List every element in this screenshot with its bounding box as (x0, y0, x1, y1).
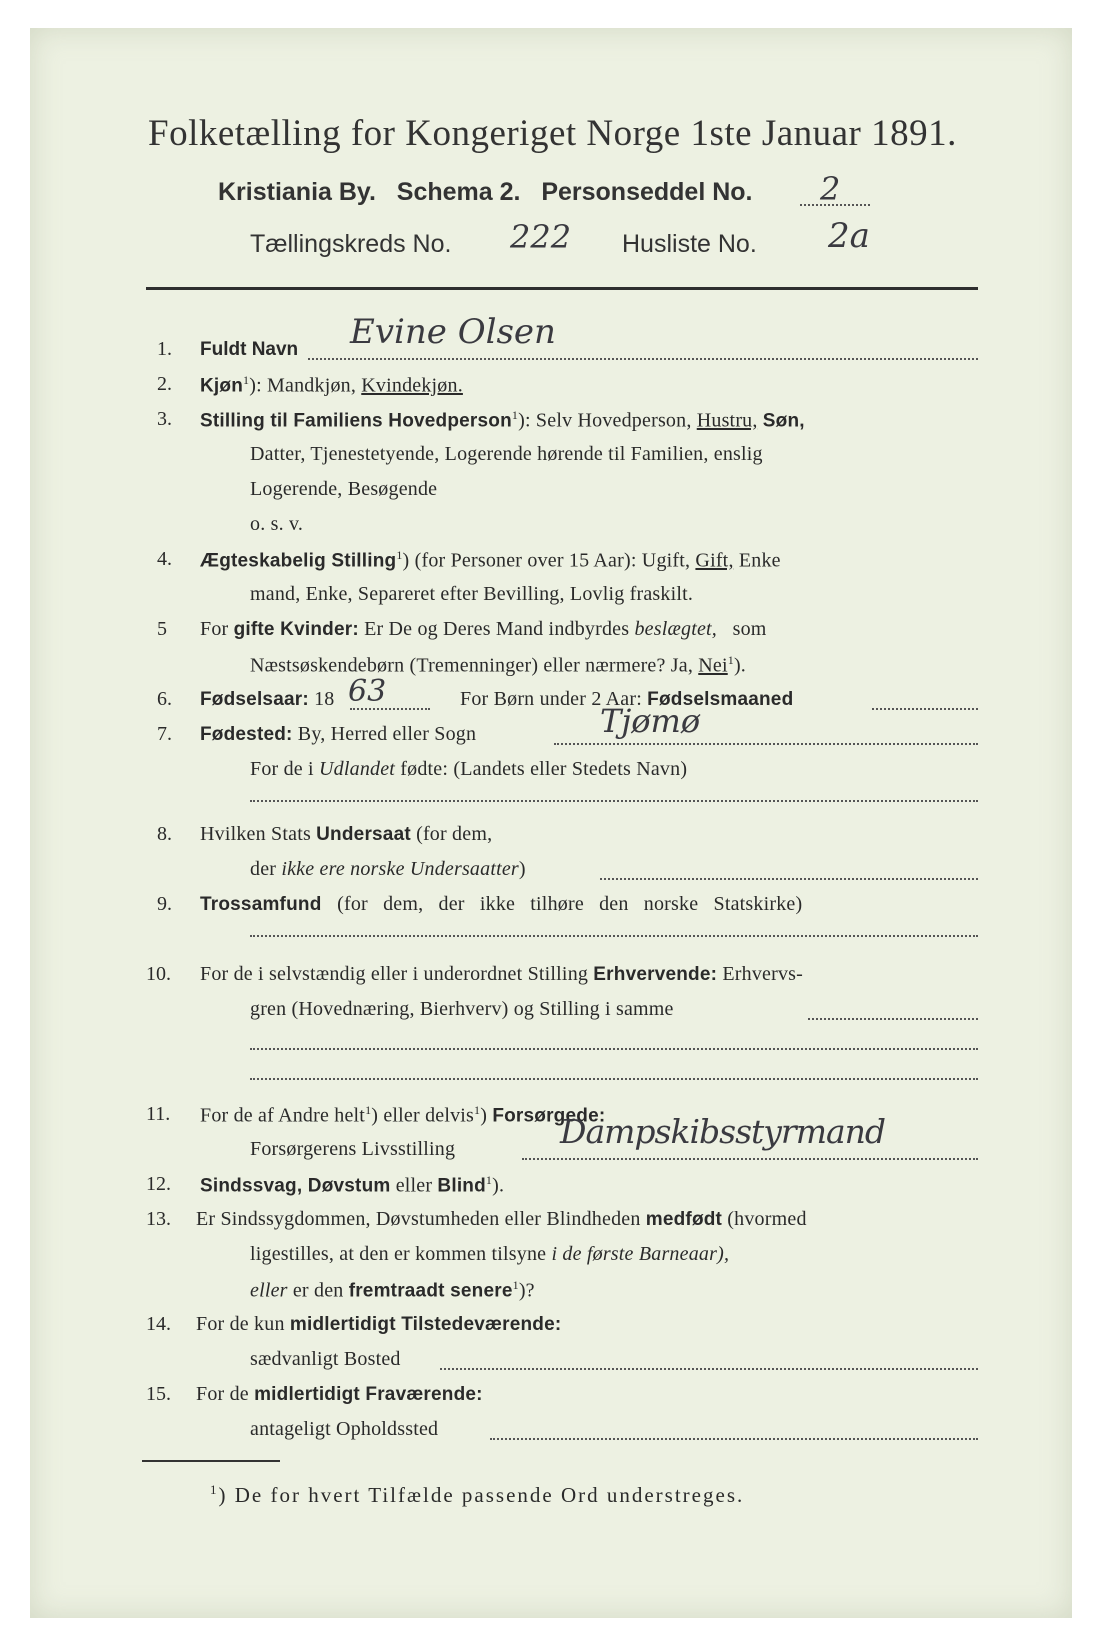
usual-residence-label: sædvanligt Bosted (250, 1348, 401, 1370)
family-position-line: Stilling til Familiens Hovedperson$^1$): Selv Hovedperson, Hustru, Søn, (200, 408, 805, 432)
congenital-b: (hvormed (727, 1208, 807, 1230)
married-women-label: gifte Kvinder: (233, 619, 359, 640)
usual-residence-dotline (440, 1368, 978, 1370)
personseddel-label: Personseddel No. (541, 178, 753, 206)
birthplace-question: By, Herred eller Sogn (297, 723, 477, 745)
citizenship-der: der (250, 858, 277, 880)
citizenship-label: Undersaat (316, 824, 411, 845)
item-number: 10. (146, 963, 171, 985)
item-number: 5 (157, 618, 167, 640)
occupation-line (200, 963, 803, 986)
family-position-label: Stilling til Familiens Hovedperson (200, 410, 512, 432)
birthplace-abroad-line (250, 758, 687, 781)
married-women-selected: Nei (698, 654, 728, 677)
temporary-present-line (196, 1313, 561, 1336)
congenital-l2a: ligestilles, at den er kommen tilsyne (250, 1243, 547, 1265)
congenital-later: fremtraadt senere (348, 1280, 513, 1302)
footnote-rule (142, 1460, 280, 1462)
footnote (210, 1482, 744, 1508)
temporary-present-label: midlertidigt Tilstedeværende: (289, 1314, 562, 1335)
full-name-value: Evine Olsen (350, 312, 556, 352)
occupation-a: For de i selvstændig eller i underordnet Stilling (200, 963, 589, 985)
provider-occupation-value: Dampskibsstyrmand (560, 1112, 886, 1151)
form-subtitle (218, 178, 752, 207)
sex-selected-option: Kvindekjøn. (361, 374, 463, 397)
sex-line (200, 373, 463, 398)
married-women-related: beslægtet, (634, 618, 717, 640)
birth-year-prefix: 18 (314, 688, 335, 710)
husliste-label: Husliste No. (622, 230, 757, 258)
congenital-l3b: er den (292, 1279, 344, 1302)
birthplace-value: Tjømø (600, 702, 701, 740)
full-name-line (308, 358, 978, 360)
family-position-line-2: Datter, Tjenestetyende, Logerende hørende til Familien, enslig (250, 443, 763, 465)
item-number: 6. (157, 688, 172, 710)
footnote-sup: 1 (210, 1482, 219, 1497)
birth-month-question: For Børn under 2 Aar: (460, 688, 642, 710)
congenital-label: medfødt (645, 1209, 723, 1230)
provider-occupation-dotline (522, 1158, 978, 1160)
married-women-line-2: Næstsøskendebørn (Tremenninger) eller nærmere? Ja, Nei$^1$). (250, 653, 746, 677)
citizenship-a: Hvilken Stats (200, 823, 311, 845)
probable-residence-label: antageligt Opholdssted (250, 1418, 439, 1440)
occupation-dotline-2 (250, 1048, 978, 1050)
marital-status-line-2: mand, Enke, Separeret efter Bevilling, Lovlig fraskilt. (250, 583, 694, 605)
taellingskreds-number: 222 (510, 218, 572, 256)
provider-occupation-label: Forsørgerens Livsstilling (250, 1138, 456, 1160)
dependent-label: Forsørgede: (492, 1105, 606, 1127)
citizenship-line (200, 823, 492, 846)
birth-year-value: 63 (348, 674, 387, 709)
family-position-options: ): Selv Hovedperson, (518, 409, 692, 432)
personseddel-dotline (800, 204, 870, 206)
temporary-present-a: For de kun (196, 1313, 285, 1335)
birthplace-abroad-c: fødte: (Landets eller Stedets Navn) (400, 758, 688, 780)
marital-status-line: Ægteskabelig Stilling$^1$) (for Personer over 15 Aar): Ugift, Gift, Enke (200, 548, 781, 572)
married-women-end: ). (733, 654, 746, 677)
birth-year-line (200, 688, 334, 711)
religion-question: (for dem, der ikke tilhøre den norske Statskirke) (337, 893, 803, 915)
census-form-sheet (30, 28, 1072, 1618)
occupation-b: Erhvervs- (722, 963, 804, 985)
family-position-line-4: o. s. v. (250, 513, 304, 535)
birthplace-abroad-a: For de i (250, 758, 314, 780)
form-title: Folketælling for Kongeriget Norge 1ste Januar 1891. (148, 113, 957, 154)
dependent-b: ) eller delvis (371, 1104, 475, 1127)
item-number: 2. (157, 373, 172, 395)
item-number: 14. (146, 1313, 171, 1335)
family-position-line-3: Logerende, Besøgende (250, 478, 438, 500)
congenital-line (196, 1208, 807, 1231)
item-number: 9. (157, 893, 172, 915)
personseddel-number: 2 (820, 170, 841, 208)
taellingskreds-label: Tællingskreds No. (250, 230, 452, 258)
item-number: 3. (157, 408, 172, 430)
item-number: 12. (146, 1173, 171, 1195)
disability-eller: eller (395, 1174, 433, 1197)
probable-residence-dotline (490, 1438, 978, 1440)
item-number: 4. (157, 548, 172, 570)
congenital-line-2 (250, 1243, 729, 1266)
marital-status-enke: Enke (738, 549, 781, 572)
item-number: 13. (146, 1208, 171, 1230)
temporary-absent-label: midlertidigt Fraværende: (254, 1384, 483, 1405)
birth-year-dotline (350, 708, 430, 710)
marital-status-selected: Gift, (695, 549, 734, 572)
religion-line (200, 893, 802, 916)
footnote-mark: 1 (243, 373, 250, 387)
sex-options: ): Mandkjøn, (249, 374, 357, 397)
married-women-for: For (200, 618, 229, 640)
birth-month-dotline (872, 708, 978, 710)
birth-year-label: Fødselsaar: (200, 689, 309, 710)
religion-label: Trossamfund (200, 894, 322, 915)
disability-line: Sindssvag, Døvstum eller Blind$^1$). (200, 1173, 505, 1197)
footnote-text: ) De for hvert Tilfælde passende Ord understreges. (218, 1483, 745, 1507)
marital-status-label: Ægteskabelig Stilling (200, 550, 397, 572)
congenital-a: Er Sindssygdommen, Døvstumheden eller Blindheden (196, 1208, 641, 1230)
citizenship-not-norwegian: ikke ere norske Undersaatter (281, 858, 519, 880)
full-name-label: Fuldt Navn (200, 339, 299, 360)
schema-label: Schema 2. (396, 178, 521, 206)
item-number: 8. (157, 823, 172, 845)
birthplace-abroad-b: Udlandet (319, 758, 396, 780)
city-label: Kristiania By. (218, 178, 376, 206)
congenital-line-3: eller er den fremtraadt senere$^1$)? (250, 1278, 535, 1302)
birthplace-line (200, 723, 476, 746)
dependent-line: For de af Andre helt$^1$) eller delvis$^1$) Forsørgede: (200, 1103, 606, 1127)
item-number: 7. (157, 723, 172, 745)
dependent-a: For de af Andre helt (200, 1104, 366, 1127)
married-women-som: som (732, 618, 767, 640)
family-position-selected: Hustru, (696, 409, 758, 432)
married-women-question: Er De og Deres Mand indbyrdes (364, 618, 630, 640)
occupation-dotline-3 (250, 1078, 978, 1080)
religion-dotline (250, 935, 978, 937)
header-rule (146, 287, 978, 290)
item-number: 15. (146, 1383, 171, 1405)
husliste-number: 2a (828, 216, 870, 256)
family-position-son: Søn, (762, 410, 805, 432)
temporary-absent-a: For de (196, 1383, 249, 1405)
occupation-dotline-1 (808, 1018, 978, 1020)
item-number: 11. (146, 1103, 171, 1125)
birthplace-abroad-dotline (250, 800, 978, 802)
congenital-l2b: i de første Barneaar), (551, 1243, 730, 1265)
citizenship-dotline (600, 878, 978, 880)
congenital-eller: eller (250, 1279, 288, 1302)
marital-status-options: ) (for Personer over 15 Aar): Ugift, (402, 549, 691, 572)
occupation-label: Erhvervende: (593, 964, 718, 985)
citizenship-b: (for dem, (416, 823, 493, 845)
disability-blind: Blind (437, 1175, 486, 1197)
birthplace-label: Fødested: (200, 724, 293, 745)
citizenship-line-2: der ikke ere norske Undersaatter) (250, 858, 526, 880)
temporary-absent-line (196, 1383, 483, 1406)
occupation-line-2: gren (Hovednæring, Bierhverv) og Stilling i samme (250, 998, 674, 1020)
disability-label: Sindssvag, Døvstum (200, 1175, 391, 1197)
married-women-line (200, 618, 767, 641)
married-women-cousins: Næstsøskendebørn (Tremenninger) eller nærmere? Ja, (250, 654, 694, 677)
birthplace-dotline (554, 743, 978, 745)
sex-label: Kjøn (200, 375, 244, 397)
item-number: 1. (157, 338, 172, 360)
birth-month-label: Fødselsmaaned (647, 689, 794, 710)
